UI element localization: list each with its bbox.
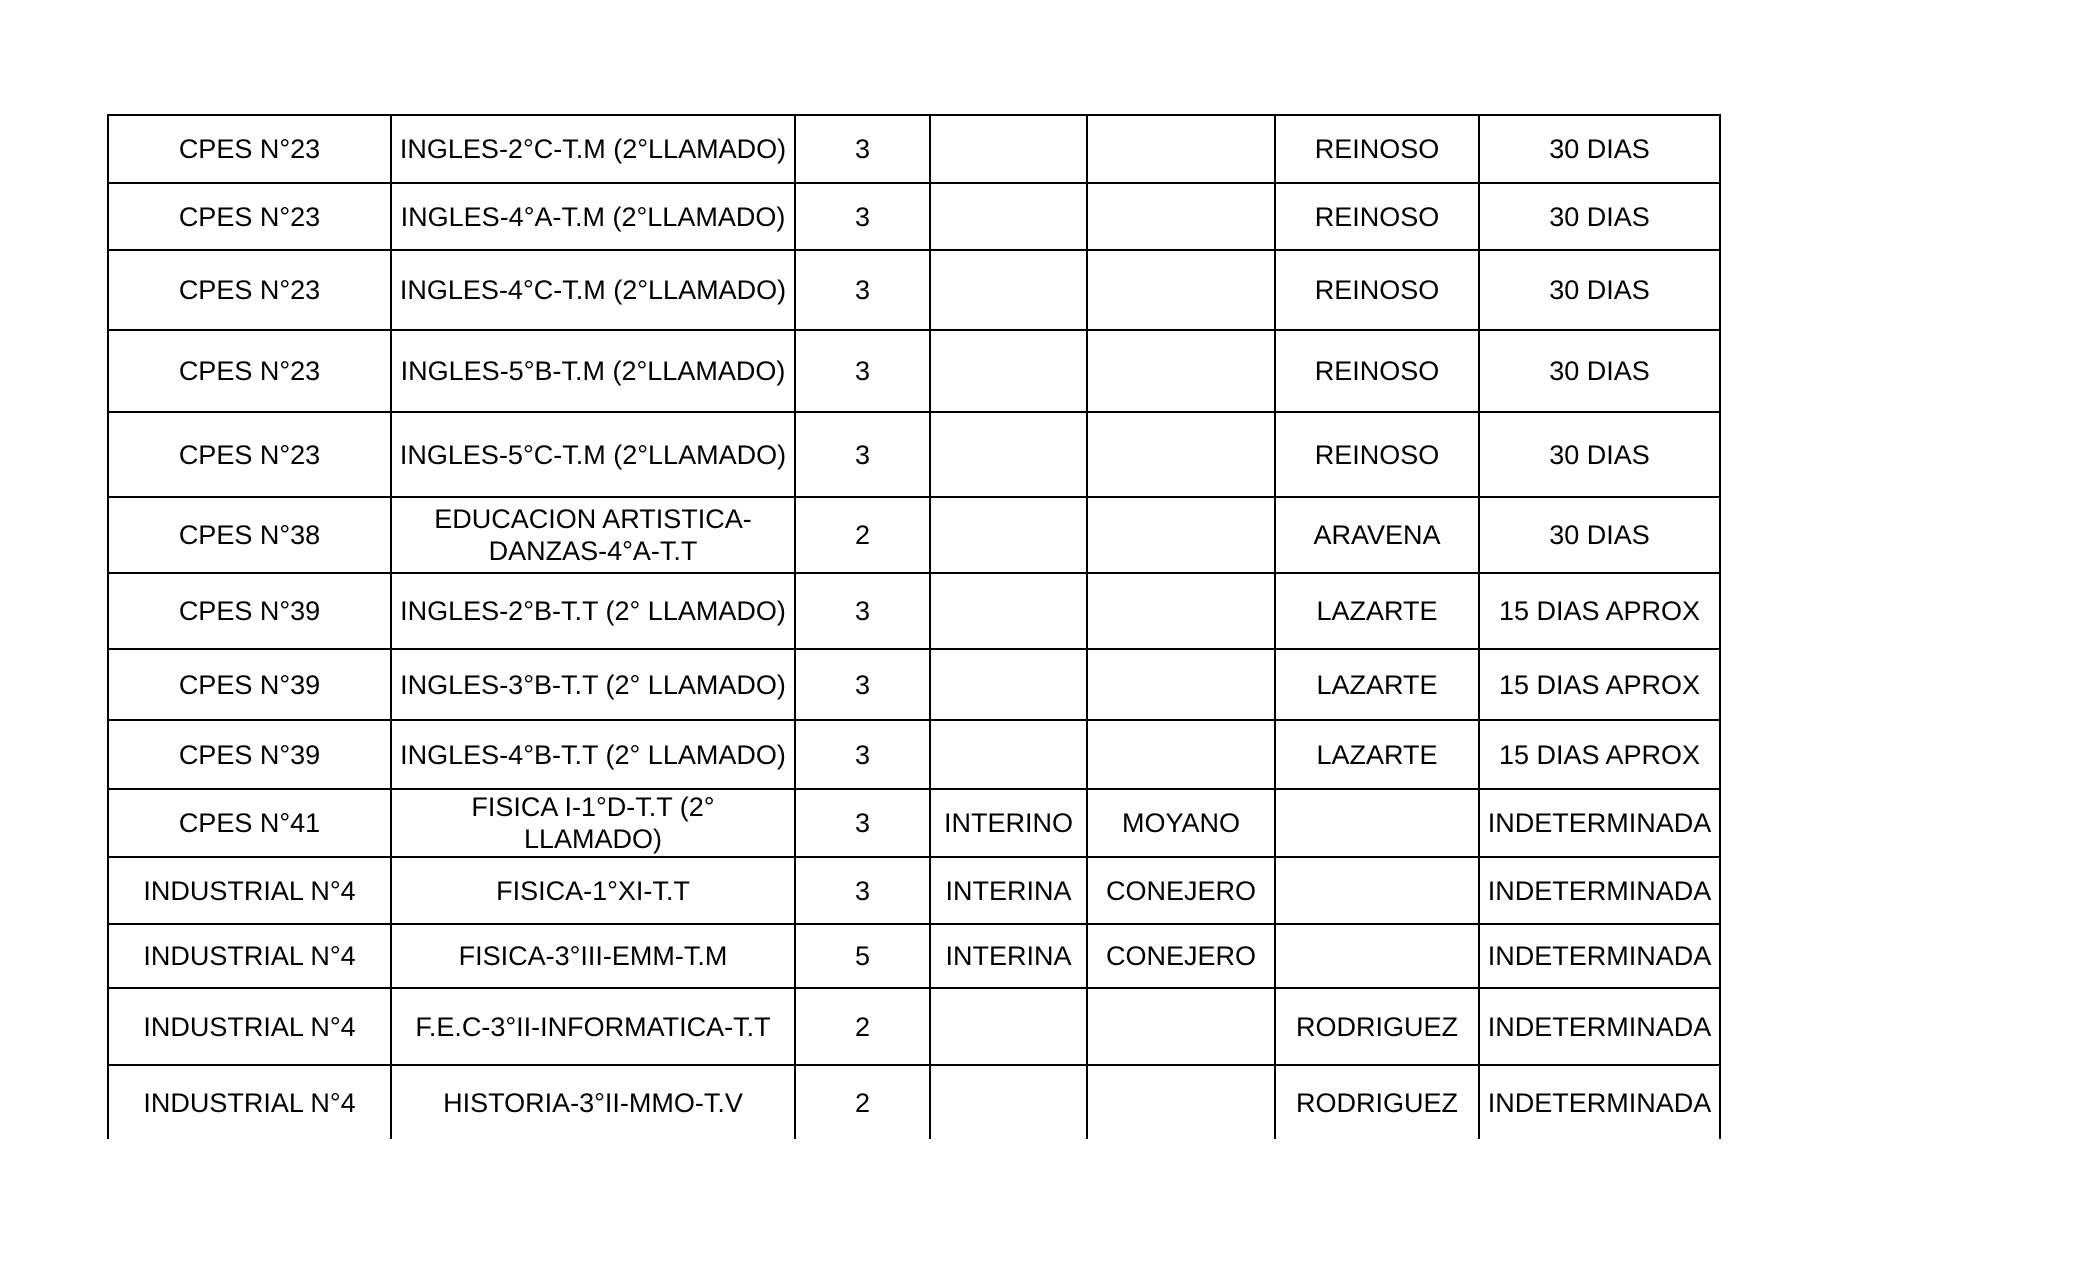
hours-cell: 2 [795, 497, 930, 573]
subject-cell: INGLES-5°B-T.M (2°LLAMADO) [391, 330, 795, 412]
substitute-cell: REINOSO [1275, 412, 1479, 497]
subject-cell: HISTORIA-3°II-MMO-T.V [391, 1065, 795, 1139]
duration-cell: INDETERMINADA [1479, 924, 1720, 988]
substitute-cell: ARAVENA [1275, 497, 1479, 573]
situation-cell: INTERINO [930, 789, 1087, 857]
subject-cell: FISICA-3°III-EMM-T.M [391, 924, 795, 988]
subject-cell: F.E.C-3°II-INFORMATICA-T.T [391, 988, 795, 1065]
substitute-cell: REINOSO [1275, 183, 1479, 250]
table-row [108, 115, 1720, 183]
situation-cell [930, 412, 1087, 497]
situation-cell [930, 115, 1087, 183]
subject-cell: INGLES-4°A-T.M (2°LLAMADO) [391, 183, 795, 250]
hours-cell: 3 [795, 573, 930, 649]
hours-cell: 2 [795, 1065, 930, 1139]
duration-cell: 15 DIAS APROX [1479, 720, 1720, 789]
subject-cell: INGLES-4°C-T.M (2°LLAMADO) [391, 250, 795, 330]
hours-cell: 3 [795, 720, 930, 789]
school-cell: INDUSTRIAL N°4 [108, 924, 391, 988]
hours-cell: 5 [795, 924, 930, 988]
subject-cell: INGLES-4°B-T.T (2° LLAMADO) [391, 720, 795, 789]
subject-cell: INGLES-3°B-T.T (2° LLAMADO) [391, 649, 795, 720]
holder-cell [1087, 183, 1275, 250]
holder-cell [1087, 1065, 1275, 1139]
duration-cell: 30 DIAS [1479, 330, 1720, 412]
duration-cell: INDETERMINADA [1479, 789, 1720, 857]
table-row [108, 1065, 1720, 1139]
holder-cell [1087, 720, 1275, 789]
holder-cell: CONEJERO [1087, 857, 1275, 924]
hours-cell: 3 [795, 115, 930, 183]
situation-cell [930, 497, 1087, 573]
hours-cell: 3 [795, 412, 930, 497]
situation-cell [930, 988, 1087, 1065]
substitute-cell: LAZARTE [1275, 720, 1479, 789]
table-row [108, 183, 1720, 250]
school-cell: CPES N°38 [108, 497, 391, 573]
substitute-cell: RODRIGUEZ [1275, 1065, 1479, 1139]
substitute-cell: REINOSO [1275, 330, 1479, 412]
substitute-cell: RODRIGUEZ [1275, 988, 1479, 1065]
hours-cell: 2 [795, 988, 930, 1065]
school-cell: CPES N°41 [108, 789, 391, 857]
holder-cell [1087, 649, 1275, 720]
situation-cell [930, 720, 1087, 789]
substitute-cell: REINOSO [1275, 250, 1479, 330]
table-row [108, 497, 1720, 573]
subject-cell: EDUCACION ARTISTICA-DANZAS-4°A-T.T [391, 497, 795, 573]
situation-cell [930, 573, 1087, 649]
duration-cell: 15 DIAS APROX [1479, 573, 1720, 649]
table-row [108, 250, 1720, 330]
table-row [108, 857, 1720, 924]
substitute-cell [1275, 857, 1479, 924]
school-cell: INDUSTRIAL N°4 [108, 857, 391, 924]
situation-cell: INTERINA [930, 857, 1087, 924]
subject-cell: INGLES-5°C-T.M (2°LLAMADO) [391, 412, 795, 497]
table-row [108, 412, 1720, 497]
holder-cell [1087, 497, 1275, 573]
duration-cell: 30 DIAS [1479, 250, 1720, 330]
holder-cell [1087, 330, 1275, 412]
vacancy-table [107, 114, 1721, 1139]
school-cell: INDUSTRIAL N°4 [108, 1065, 391, 1139]
school-cell: CPES N°23 [108, 412, 391, 497]
table-row [108, 988, 1720, 1065]
duration-cell: INDETERMINADA [1479, 1065, 1720, 1139]
substitute-cell [1275, 789, 1479, 857]
situation-cell [930, 330, 1087, 412]
situation-cell [930, 1065, 1087, 1139]
situation-cell [930, 183, 1087, 250]
hours-cell: 3 [795, 250, 930, 330]
school-cell: CPES N°23 [108, 183, 391, 250]
hours-cell: 3 [795, 857, 930, 924]
subject-cell: FISICA-1°XI-T.T [391, 857, 795, 924]
substitute-cell: REINOSO [1275, 115, 1479, 183]
subject-cell: INGLES-2°C-T.M (2°LLAMADO) [391, 115, 795, 183]
situation-cell [930, 250, 1087, 330]
school-cell: CPES N°23 [108, 115, 391, 183]
school-cell: CPES N°23 [108, 250, 391, 330]
subject-cell: INGLES-2°B-T.T (2° LLAMADO) [391, 573, 795, 649]
holder-cell [1087, 250, 1275, 330]
duration-cell: 30 DIAS [1479, 183, 1720, 250]
table-row [108, 720, 1720, 789]
school-cell: CPES N°39 [108, 720, 391, 789]
situation-cell: INTERINA [930, 924, 1087, 988]
duration-cell: 15 DIAS APROX [1479, 649, 1720, 720]
table-row [108, 573, 1720, 649]
substitute-cell: LAZARTE [1275, 649, 1479, 720]
situation-cell [930, 649, 1087, 720]
hours-cell: 3 [795, 789, 930, 857]
school-cell: INDUSTRIAL N°4 [108, 988, 391, 1065]
hours-cell: 3 [795, 183, 930, 250]
substitute-cell [1275, 924, 1479, 988]
holder-cell: CONEJERO [1087, 924, 1275, 988]
school-cell: CPES N°39 [108, 649, 391, 720]
hours-cell: 3 [795, 649, 930, 720]
holder-cell [1087, 988, 1275, 1065]
duration-cell: INDETERMINADA [1479, 988, 1720, 1065]
school-cell: CPES N°23 [108, 330, 391, 412]
table-row [108, 789, 1720, 857]
duration-cell: INDETERMINADA [1479, 857, 1720, 924]
duration-cell: 30 DIAS [1479, 115, 1720, 183]
school-cell: CPES N°39 [108, 573, 391, 649]
table-row [108, 924, 1720, 988]
duration-cell: 30 DIAS [1479, 412, 1720, 497]
table-row [108, 649, 1720, 720]
hours-cell: 3 [795, 330, 930, 412]
holder-cell: MOYANO [1087, 789, 1275, 857]
holder-cell [1087, 412, 1275, 497]
holder-cell [1087, 573, 1275, 649]
holder-cell [1087, 115, 1275, 183]
subject-cell: FISICA I-1°D-T.T (2° LLAMADO) [391, 789, 795, 857]
duration-cell: 30 DIAS [1479, 497, 1720, 573]
table-row [108, 330, 1720, 412]
substitute-cell: LAZARTE [1275, 573, 1479, 649]
